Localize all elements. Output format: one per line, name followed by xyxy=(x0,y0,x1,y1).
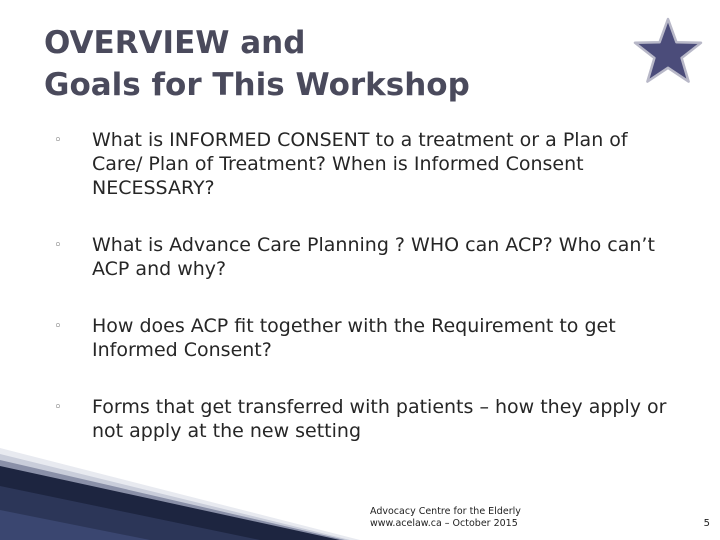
bullet-text: What is Advance Care Planning ? WHO can ACP? Who can’t ACP and why? xyxy=(92,234,655,280)
title-line-2: Goals for This Workshop xyxy=(44,67,470,103)
footer-line-2: www.acelaw.ca – October 2015 xyxy=(370,518,518,529)
bullet-marker: ◦ xyxy=(54,238,62,253)
page-number: 5 xyxy=(703,518,710,529)
bullet-list xyxy=(54,128,684,476)
footer-text xyxy=(370,506,570,530)
decorative-wedge xyxy=(0,440,380,540)
bullet-item xyxy=(54,233,684,281)
title-line-1: OVERVIEW and xyxy=(44,25,306,61)
footer-line-1: Advocacy Centre for the Elderly xyxy=(370,506,521,517)
bullet-item xyxy=(54,128,684,200)
star-icon xyxy=(632,16,704,86)
bullet-marker: ◦ xyxy=(54,319,62,334)
bullet-marker: ◦ xyxy=(54,133,62,148)
bullet-text: Forms that get transferred with patients – how they apply or not apply at the new setting xyxy=(92,396,667,442)
slide-title xyxy=(44,22,604,106)
bullet-item xyxy=(54,395,684,443)
bullet-marker: ◦ xyxy=(54,400,62,415)
bullet-text: What is INFORMED CONSENT to a treatment or a Plan of Care/ Plan of Treatment? When is Informed Consent NECESSARY? xyxy=(92,129,628,199)
bullet-item xyxy=(54,314,684,362)
bullet-text: How does ACP fit together with the Requirement to get Informed Consent? xyxy=(92,315,616,361)
